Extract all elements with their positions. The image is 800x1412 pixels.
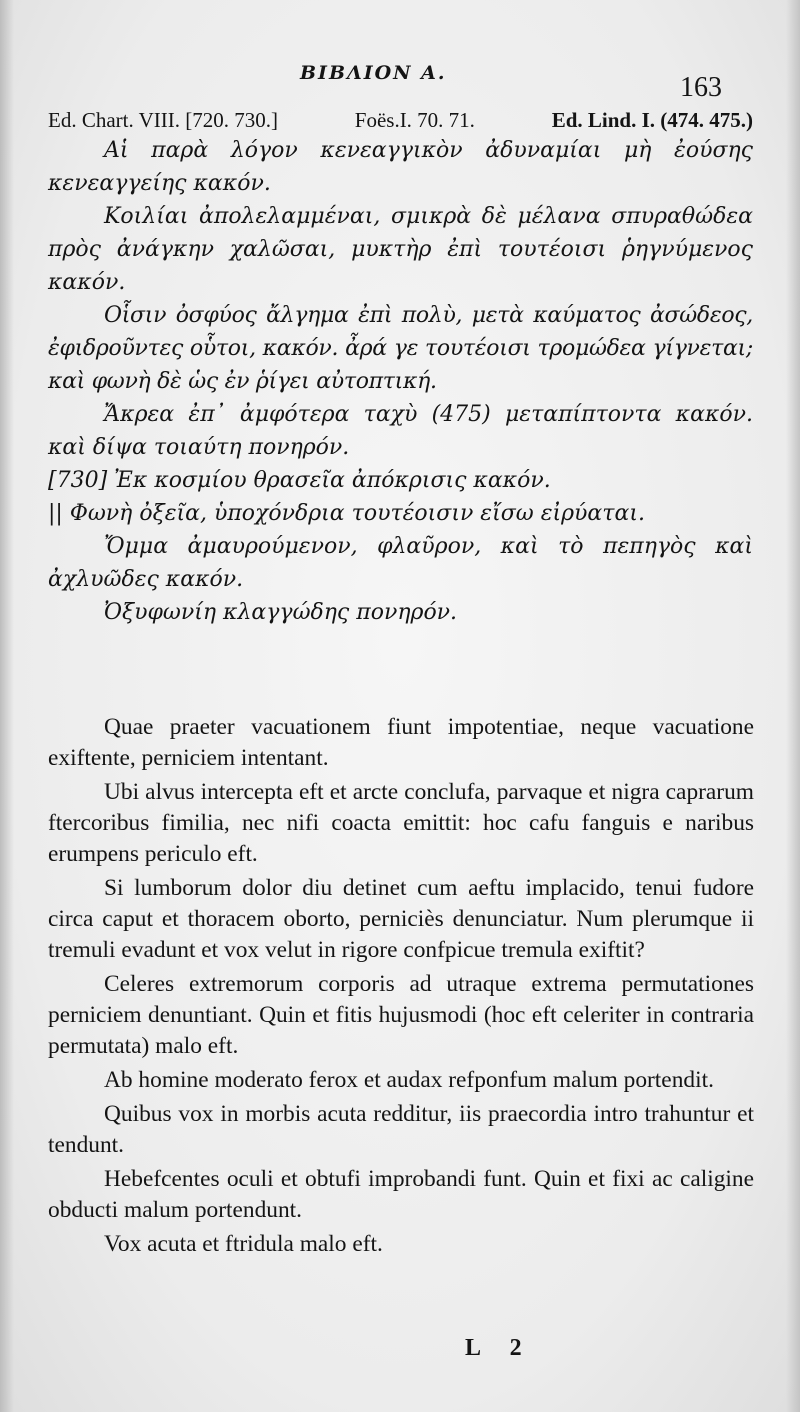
page-number: 163 xyxy=(680,72,722,103)
page-right-shadow xyxy=(786,0,800,1412)
latin-paragraph: Celeres extremorum corporis ad utraque extrema permutationes perniciem denuntiant. Quin et fitis hujusmodi (hoc eft celeriter in contraria permutata) malo eft. xyxy=(48,971,754,1059)
latin-text-block xyxy=(48,712,754,1260)
greek-paragraph: || Φωνὴ ὀξεῖα, ὑποχόνδρια τουτέοισιν εἴσω εἰρύαται. xyxy=(48,501,645,526)
latin-paragraph: Quae praeter vacuationem fiunt impotentiae, neque vacuatione exiftente, perniciem intentant. xyxy=(48,714,754,771)
latin-paragraph: Vox acuta et ftridula malo eft. xyxy=(104,1231,383,1257)
greek-paragraph: Ὀξυφωνίη κλαγγώδης πονηρόν. xyxy=(104,600,458,625)
edition-foes-ref: Foës.I. 70. 71. xyxy=(354,108,475,132)
page-left-shadow xyxy=(0,0,14,1412)
greek-paragraph: Οἷσιν ὀσφύος ἄλγημα ἐπὶ πολὺ, μετὰ καύματος ἀσώδεος, ἐφιδροῦντες οὗτοι, κακόν. ἆρά γε τουτέοισι τρομώδεα γίγνεται; καὶ φωνὴ δὲ ὡς ἐν ῥίγει αὐτοπτική. xyxy=(48,303,753,394)
signature-mark: L 2 xyxy=(465,1335,534,1361)
edition-lind-ref: Ed. Lind. I. (474. 475.) xyxy=(551,108,753,132)
greek-paragraph: Ὄμμα ἀμαυρούμενον, φλαῦρον, καὶ τὸ πεπηγὸς καὶ ἀχλυῶδες κακόν. xyxy=(48,534,753,592)
greek-paragraph: Αἱ παρὰ λόγον κενεαγγικὸν ἀδυναμίαι μὴ ἐούσης κενεαγγείης κακόν. xyxy=(48,138,753,196)
latin-paragraph: Quibus vox in morbis acuta redditur, iis praecordia intro trahuntur et tendunt. xyxy=(48,1101,754,1158)
running-head: ΒΙΒΛΙΟΝ Α. xyxy=(300,62,447,84)
edition-references xyxy=(48,108,753,133)
greek-paragraph: Κοιλίαι ἀπολελαμμέναι, σμικρὰ δὲ μέλανα σπυραθώδεα πρὸς ἀνάγκην χαλῶσαι, μυκτὴρ ἐπὶ τουτέοισι ῥηγνύμενος κακόν. xyxy=(48,204,753,295)
greek-paragraph: Ἄκρεα ἐπ᾽ ἀμφότερα ταχὺ (475) μεταπίπτοντα κακόν. καὶ δίψα τοιαύτη πονηρόν. xyxy=(48,402,753,460)
latin-paragraph: Hebefcentes oculi et obtufi improbandi funt. Quin et fixi ac caligine obducti malum portendunt. xyxy=(48,1166,754,1223)
greek-paragraph: [730] Ἐκ κοσμίου θρασεῖα ἀπόκρισις κακόν. xyxy=(48,468,551,493)
latin-paragraph: Si lumborum dolor diu detinet cum aeftu implacido, tenui fudore circa caput et thoracem oborto, perniciès denunciatur. Num plerumque ii tremuli evadunt et vox velut in rigore confpicue tremula exiftit? xyxy=(48,875,754,963)
edition-chart-ref: Ed. Chart. VIII. [720. 730.] xyxy=(48,108,278,132)
latin-paragraph: Ab homine moderato ferox et audax refponfum malum portendit. xyxy=(104,1067,714,1093)
greek-text-block xyxy=(48,134,753,629)
latin-paragraph: Ubi alvus intercepta eft et arcte conclufa, parvaque et nigra caprarum ftercoribus fimilia, nec nifi coacta emittit: hoc cafu fanguis e naribus erumpens periculo eft. xyxy=(48,779,754,867)
